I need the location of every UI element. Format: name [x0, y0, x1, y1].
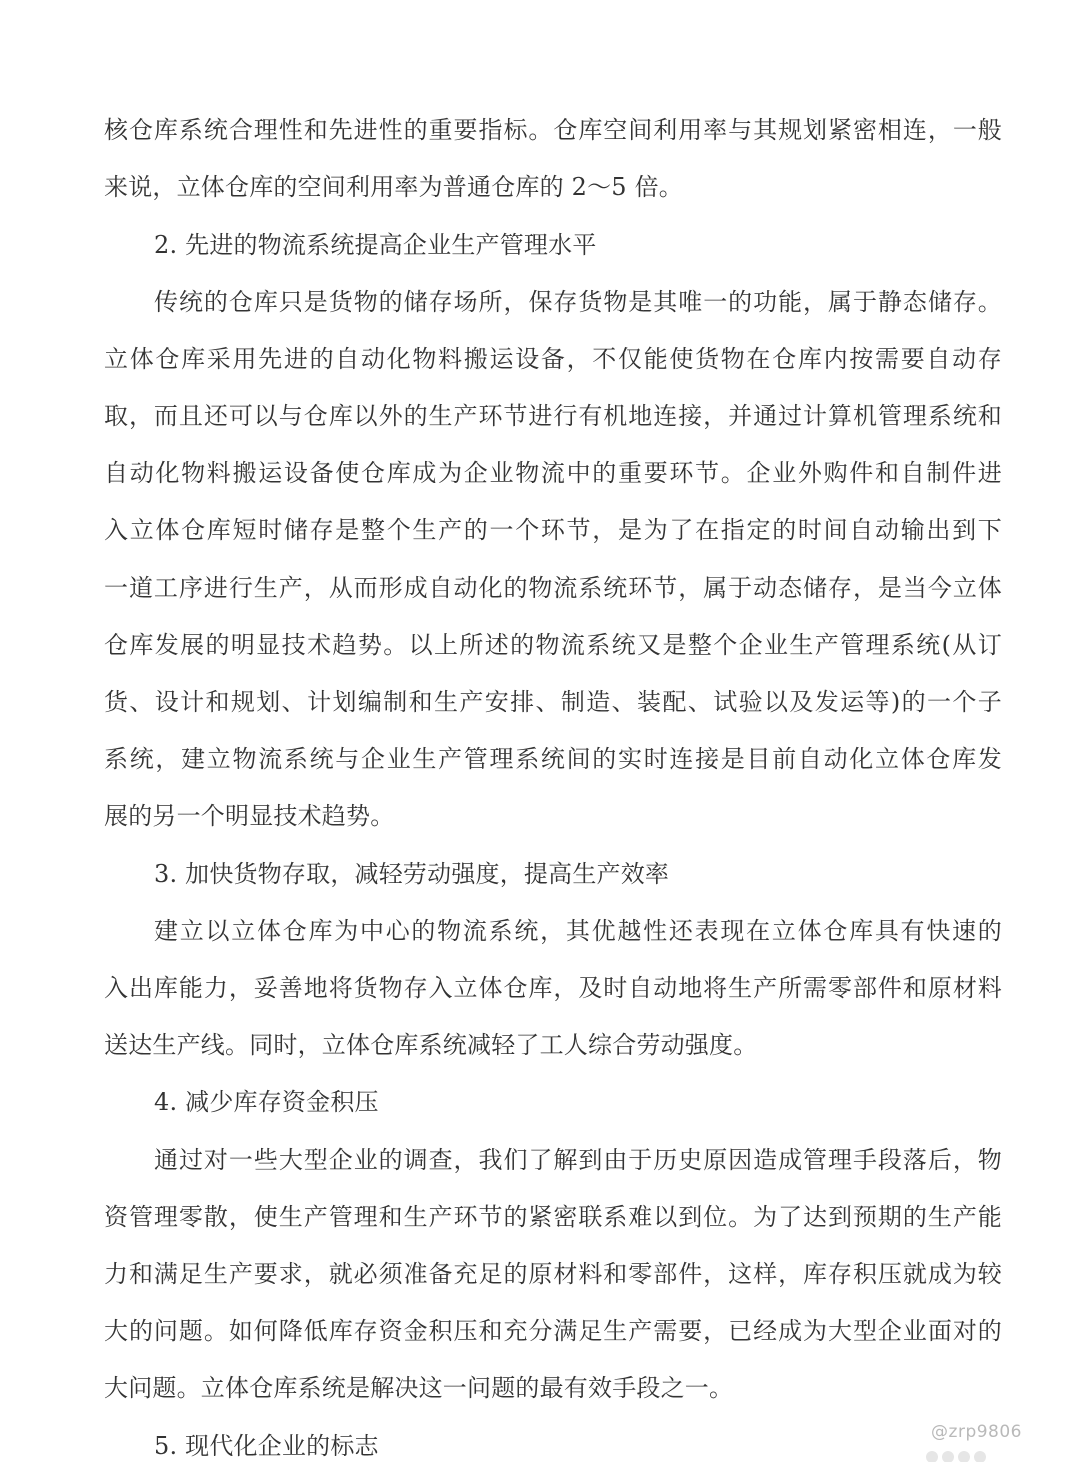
section-heading-2: 2. 先进的物流系统提高企业生产管理水平: [154, 231, 597, 259]
text-line: 资管理零散，使生产管理和生产环节的紧密联系难以到位。为了达到预期的生产能: [104, 1203, 1002, 1231]
text-line: 自动化物料搬运设备使仓库成为企业物流中的重要环节。企业外购件和自制件进: [104, 459, 1002, 487]
text-line: 仓库发展的明显技术趋势。以上所述的物流系统又是整个企业生产管理系统(从订: [104, 631, 1002, 659]
text-line: 建立以立体仓库为中心的物流系统，其优越性还表现在立体仓库具有快速的: [154, 917, 1002, 945]
section-heading-5: 5. 现代化企业的标志: [154, 1432, 379, 1460]
text-line: 传统的仓库只是货物的储存场所，保存货物是其唯一的功能，属于静态储存。: [154, 288, 1002, 316]
text-line: 大的问题。如何降低库存资金积压和充分满足生产需要，已经成为大型企业面对的: [104, 1317, 1002, 1345]
text-line: 系统，建立物流系统与企业生产管理系统间的实时连接是目前自动化立体仓库发: [104, 745, 1002, 773]
logo-dot-icon: [926, 1451, 938, 1462]
logo-dot-icon: [942, 1451, 954, 1462]
text-line: 核仓库系统合理性和先进性的重要指标。仓库空间利用率与其规划紧密相连，一般: [104, 116, 1002, 144]
watermark-text: @zrp9806: [931, 1422, 1022, 1442]
text-line: 入出库能力，妥善地将货物存入立体仓库，及时自动地将生产所需零部件和原材料: [104, 974, 1002, 1002]
text-line: 来说，立体仓库的空间利用率为普通仓库的 2～5 倍。: [104, 173, 683, 201]
text-line: 取，而且还可以与仓库以外的生产环节进行有机地连接，并通过计算机管理系统和: [104, 402, 1002, 430]
watermark-logo-icon: [926, 1448, 1010, 1462]
text-line: 大问题。立体仓库系统是解决这一问题的最有效手段之一。: [104, 1374, 734, 1402]
text-line: 送达生产线。同时，立体仓库系统减轻了工人综合劳动强度。: [104, 1031, 758, 1059]
logo-dot-icon: [974, 1451, 986, 1462]
text-line: 立体仓库采用先进的自动化物料搬运设备，不仅能使货物在仓库内按需要自动存: [104, 345, 1002, 373]
text-line: 一道工序进行生产，从而形成自动化的物流系统环节，属于动态储存，是当今立体: [104, 574, 1002, 602]
text-line: 入立体仓库短时储存是整个生产的一个环节，是为了在指定的时间自动输出到下: [104, 516, 1002, 544]
logo-dot-icon: [958, 1451, 970, 1462]
text-line: 力和满足生产要求，就必须准备充足的原材料和零部件，这样，库存积压就成为较: [104, 1260, 1002, 1288]
section-heading-4: 4. 减少库存资金积压: [154, 1088, 379, 1116]
text-line: 货、设计和规划、计划编制和生产安排、制造、装配、试验以及发运等)的一个子: [104, 688, 1002, 716]
section-heading-3: 3. 加快货物存取，减轻劳动强度，提高生产效率: [154, 860, 670, 888]
text-line: 展的另一个明显技术趋势。: [104, 802, 395, 830]
text-line: 通过对一些大型企业的调查，我们了解到由于历史原因造成管理手段落后，物: [154, 1146, 1002, 1174]
